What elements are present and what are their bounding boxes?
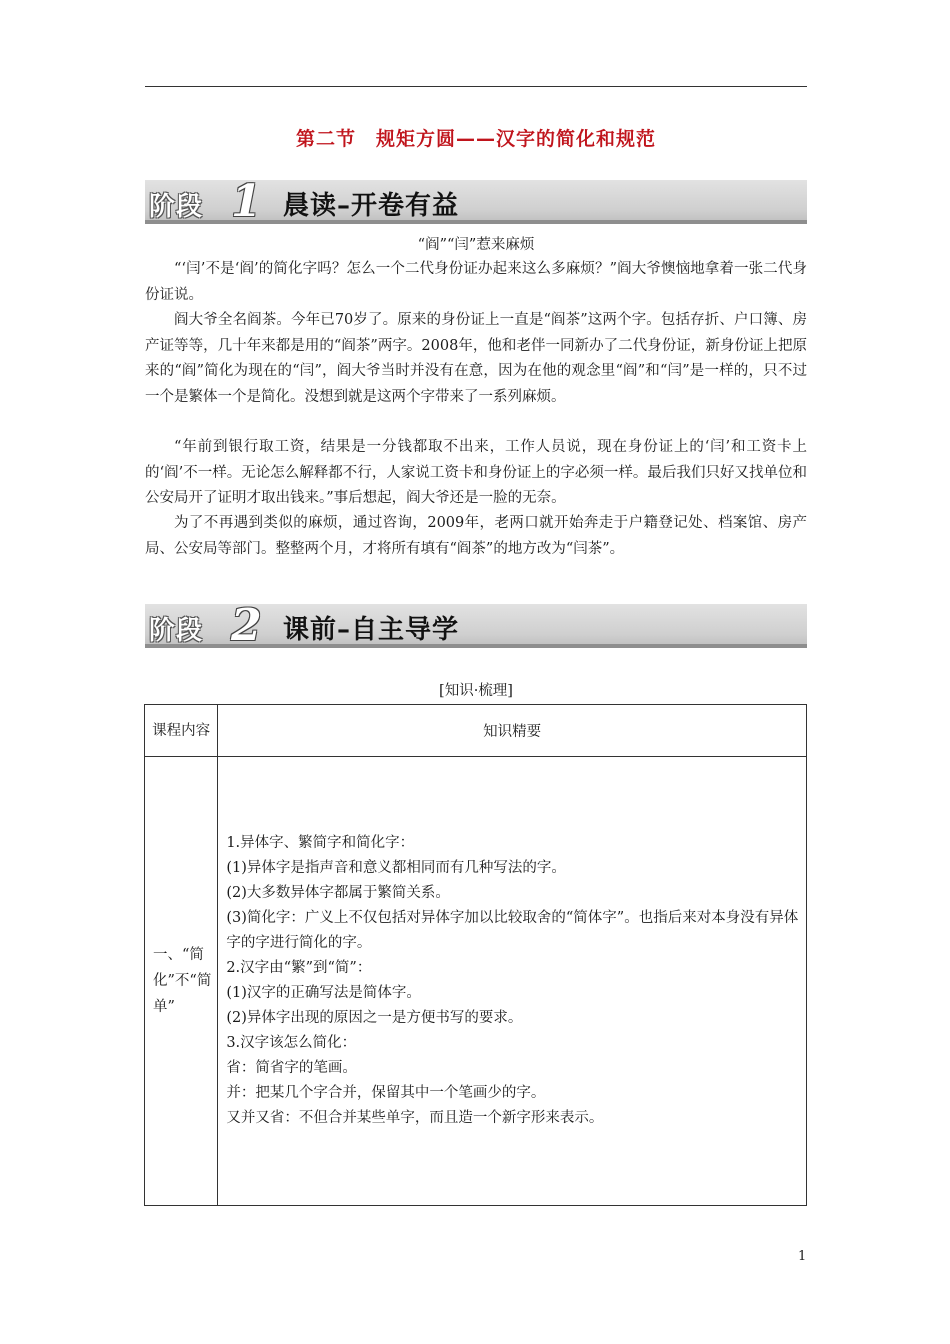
header-rule: [145, 86, 807, 87]
table-row: [145, 757, 807, 1206]
content-line: (3)简化字：广义上不仅包括对异体字加以比较取舍的“简体字”。也指后来对本身没有异体字的字进行简化的字。: [226, 910, 799, 951]
topic-cell: 一、“简化”不“简单”: [145, 757, 218, 1206]
stage-name: 晨读–开卷有益: [283, 191, 460, 221]
column-header-essentials: 知识精要: [218, 705, 807, 757]
page-number: 1: [798, 1249, 807, 1264]
knowledge-table: [144, 704, 807, 1206]
content-line: 1.异体字、繁简字和简化字：: [226, 835, 415, 851]
content-line: 2.汉字由“繁”到“简”：: [226, 960, 372, 976]
content-line: (2)大多数异体字都属于繁简关系。: [226, 885, 450, 901]
stage-label: 阶段: [149, 616, 204, 646]
content-line: 又并又省：不但合并某些单字，而且造一个新字形来表示。: [226, 1110, 604, 1126]
stage-1-banner: [145, 176, 807, 227]
knowledge-caption: [知识·梳理]: [439, 683, 513, 699]
stage-label: 阶段: [149, 192, 204, 222]
article-paragraph: “‘闫’不是‘阎’的简化字吗？怎么一个二代身份证办起来这么多麻烦？”阎大爷懊恼地拿着一张二代身份证说。: [145, 261, 807, 303]
column-header-course: 课程内容: [145, 705, 218, 757]
content-line: 省：简省字的笔画。: [226, 1060, 357, 1076]
stage-2-banner: [145, 600, 807, 651]
content-line: (2)异体字出现的原因之一是方便书写的要求。: [226, 1010, 523, 1026]
article-paragraph: “年前到银行取工资，结果是一分钱都取不出来，工作人员说，现在身份证上的‘闫’和工资卡上的‘阎’不一样。无论怎么解释都不行，人家说工资卡和身份证上的字必须一样。最后我们只好又找单位和公安局开了证明才取出钱来。”事后想起，阎大爷还是一脸的无奈。: [145, 439, 807, 506]
stage-name: 课前–自主导学: [283, 615, 460, 645]
content-line: 3.汉字该怎么简化：: [226, 1035, 357, 1051]
content-cell: [218, 757, 807, 1206]
article-title: “阎”“闫”惹来麻烦: [417, 237, 535, 253]
stage-number: 1: [231, 176, 262, 227]
section-title: 第二节 规矩方圆——汉字的简化和规范: [295, 128, 656, 150]
content-line: 并：把某几个字合并，保留其中一个笔画少的字。: [226, 1085, 546, 1101]
article-paragraph: 阎大爷全名阎茶。今年已70岁了。原来的身份证上一直是“阎茶”这两个字。包括存折、户口簿、房产证等等，几十年来都是用的“阎茶”两字。2008年，他和老伴一同新办了二代身份证，新身份证上把原来的“阎”简化为现在的“闫”，阎大爷当时并没有在意，因为在他的观念里“阎”和“闫”是一样的，只不过一个是繁体一个是简化。没想到就是这两个字带来了一系列麻烦。: [145, 312, 807, 405]
content-line: (1)异体字是指声音和意义都相同而有几种写法的字。: [226, 860, 566, 876]
stage-number: 2: [231, 600, 262, 651]
article-paragraph: 为了不再遇到类似的麻烦，通过咨询，2009年，老两口就开始奔走于户籍登记处、档案馆、房产局、公安局等部门。整整两个月，才将所有填有“阎茶”的地方改为“闫茶”。: [145, 515, 807, 557]
content-line: (1)汉字的正确写法是简体字。: [226, 985, 421, 1001]
table-header-row: [145, 705, 807, 757]
